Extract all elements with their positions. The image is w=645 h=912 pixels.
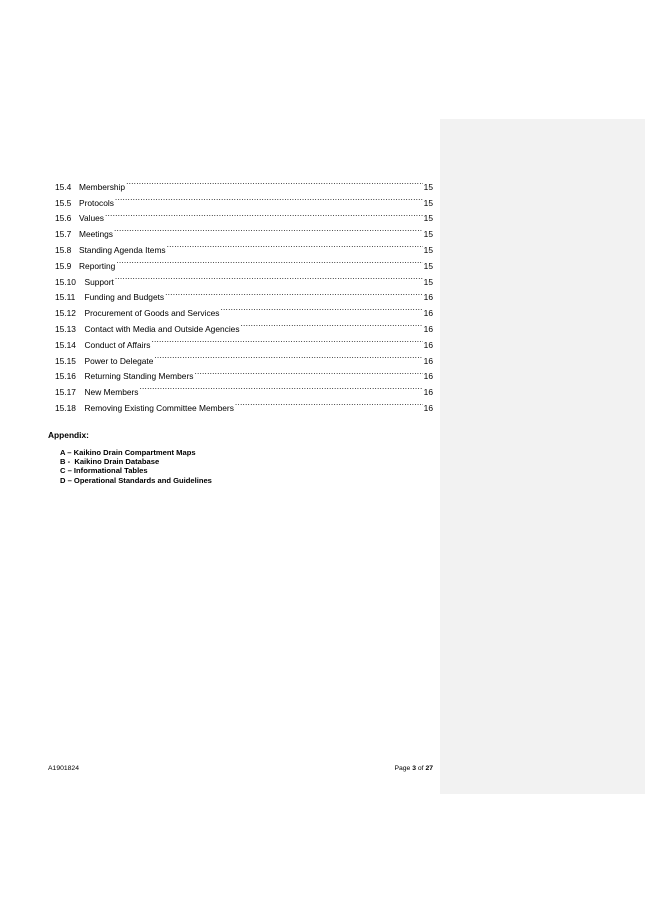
toc-entry-page: 16 [423,402,433,413]
toc-entry-number: 15.11 [55,292,76,303]
table-of-contents [55,174,433,411]
toc-dot-leader [235,395,423,411]
toc-entry-page: 15 [423,260,433,271]
toc-dot-leader [167,237,423,253]
toc-dot-leader [241,316,423,332]
toc-entry-number: 15.13 [55,323,76,334]
footer-page-total: 27 [425,765,433,772]
toc-dot-leader [115,269,423,285]
toc-entry-title: Contact with Media and Outside Agencies [84,323,240,334]
toc-entry-number: 15.18 [55,402,76,413]
toc-entry-title: Removing Existing Committee Members [84,402,234,413]
toc-entry-page: 16 [423,308,433,319]
toc-entry-title: Support [84,276,114,287]
toc-dot-leader [115,190,423,206]
toc-entry-number: 15.8 [55,244,72,255]
toc-entry[interactable] [55,174,433,190]
toc-entry-page: 15 [423,181,433,192]
toc-entry-page: 16 [423,323,433,334]
toc-entry-number: 15.6 [55,213,72,224]
toc-entry-number: 15.5 [55,197,72,208]
toc-entry-page: 16 [423,387,433,398]
toc-dot-leader [116,253,422,269]
toc-entry-number: 15.16 [55,371,76,382]
toc-entry-title: New Members [84,387,139,398]
footer-page-number [380,765,433,772]
toc-dot-leader [139,379,422,395]
comment-pane [440,119,645,794]
toc-dot-leader [194,364,422,380]
toc-dot-leader [151,332,422,348]
footer-page-of: of [417,765,424,772]
toc-entry-number: 15.4 [55,181,72,192]
toc-entry-title: Protocols [79,197,114,208]
toc-entry-page: 16 [423,355,433,366]
toc-entry-title: Reporting [79,260,116,271]
toc-entry-title: Membership [79,181,126,192]
appendix-item: B - Kaikino Drain Database [60,457,160,467]
toc-entry-page: 15 [423,197,433,208]
footer-page-label: Page [394,765,411,772]
toc-entry-title: Values [79,213,104,224]
toc-dot-leader [165,285,423,301]
appendix-list [60,448,212,485]
toc-dot-leader [105,206,423,222]
toc-entry[interactable] [55,221,433,240]
toc-entry[interactable] [55,206,433,222]
toc-entry-number: 15.10 [55,276,76,287]
toc-entry-title: Standing Agenda Items [79,244,166,255]
toc-entry-page: 16 [423,371,433,382]
toc-entry-page: 16 [423,292,433,303]
toc-entry-page: 15 [423,276,433,287]
appendix-heading: Appendix: [48,430,89,440]
toc-dot-leader [154,348,422,364]
toc-entry-number: 15.17 [55,387,76,398]
footer-doc-id: A1901824 [48,765,79,772]
toc-entry-page: 15 [423,213,433,224]
toc-dot-leader [221,300,423,316]
toc-entry-title: Procurement of Goods and Services [84,308,220,319]
appendix-item: D – Operational Standards and Guidelines [60,475,212,485]
toc-entry-title: Meetings [79,229,113,240]
appendix-item: C – Informational Tables [60,466,148,476]
toc-entry-page: 16 [423,339,433,350]
toc-entry-number: 15.14 [55,339,76,350]
toc-dot-leader [114,221,423,237]
toc-entry-number: 15.7 [55,229,72,240]
toc-entry-number: 15.9 [55,260,72,271]
toc-entry-title: Conduct of Affairs [84,339,151,350]
appendix-item: A – Kaikino Drain Compartment Maps [60,448,196,457]
footer-page-current: 3 [412,765,416,772]
toc-entry-title: Funding and Budgets [84,292,165,303]
toc-entry-number: 15.12 [55,308,76,319]
toc-entry-title: Returning Standing Members [84,371,194,382]
toc-dot-leader [126,174,423,190]
toc-entry-page: 15 [423,244,433,255]
toc-entry-number: 15.15 [55,355,76,366]
toc-entry-title: Power to Delegate [84,355,154,366]
toc-entry-page: 15 [423,229,433,240]
